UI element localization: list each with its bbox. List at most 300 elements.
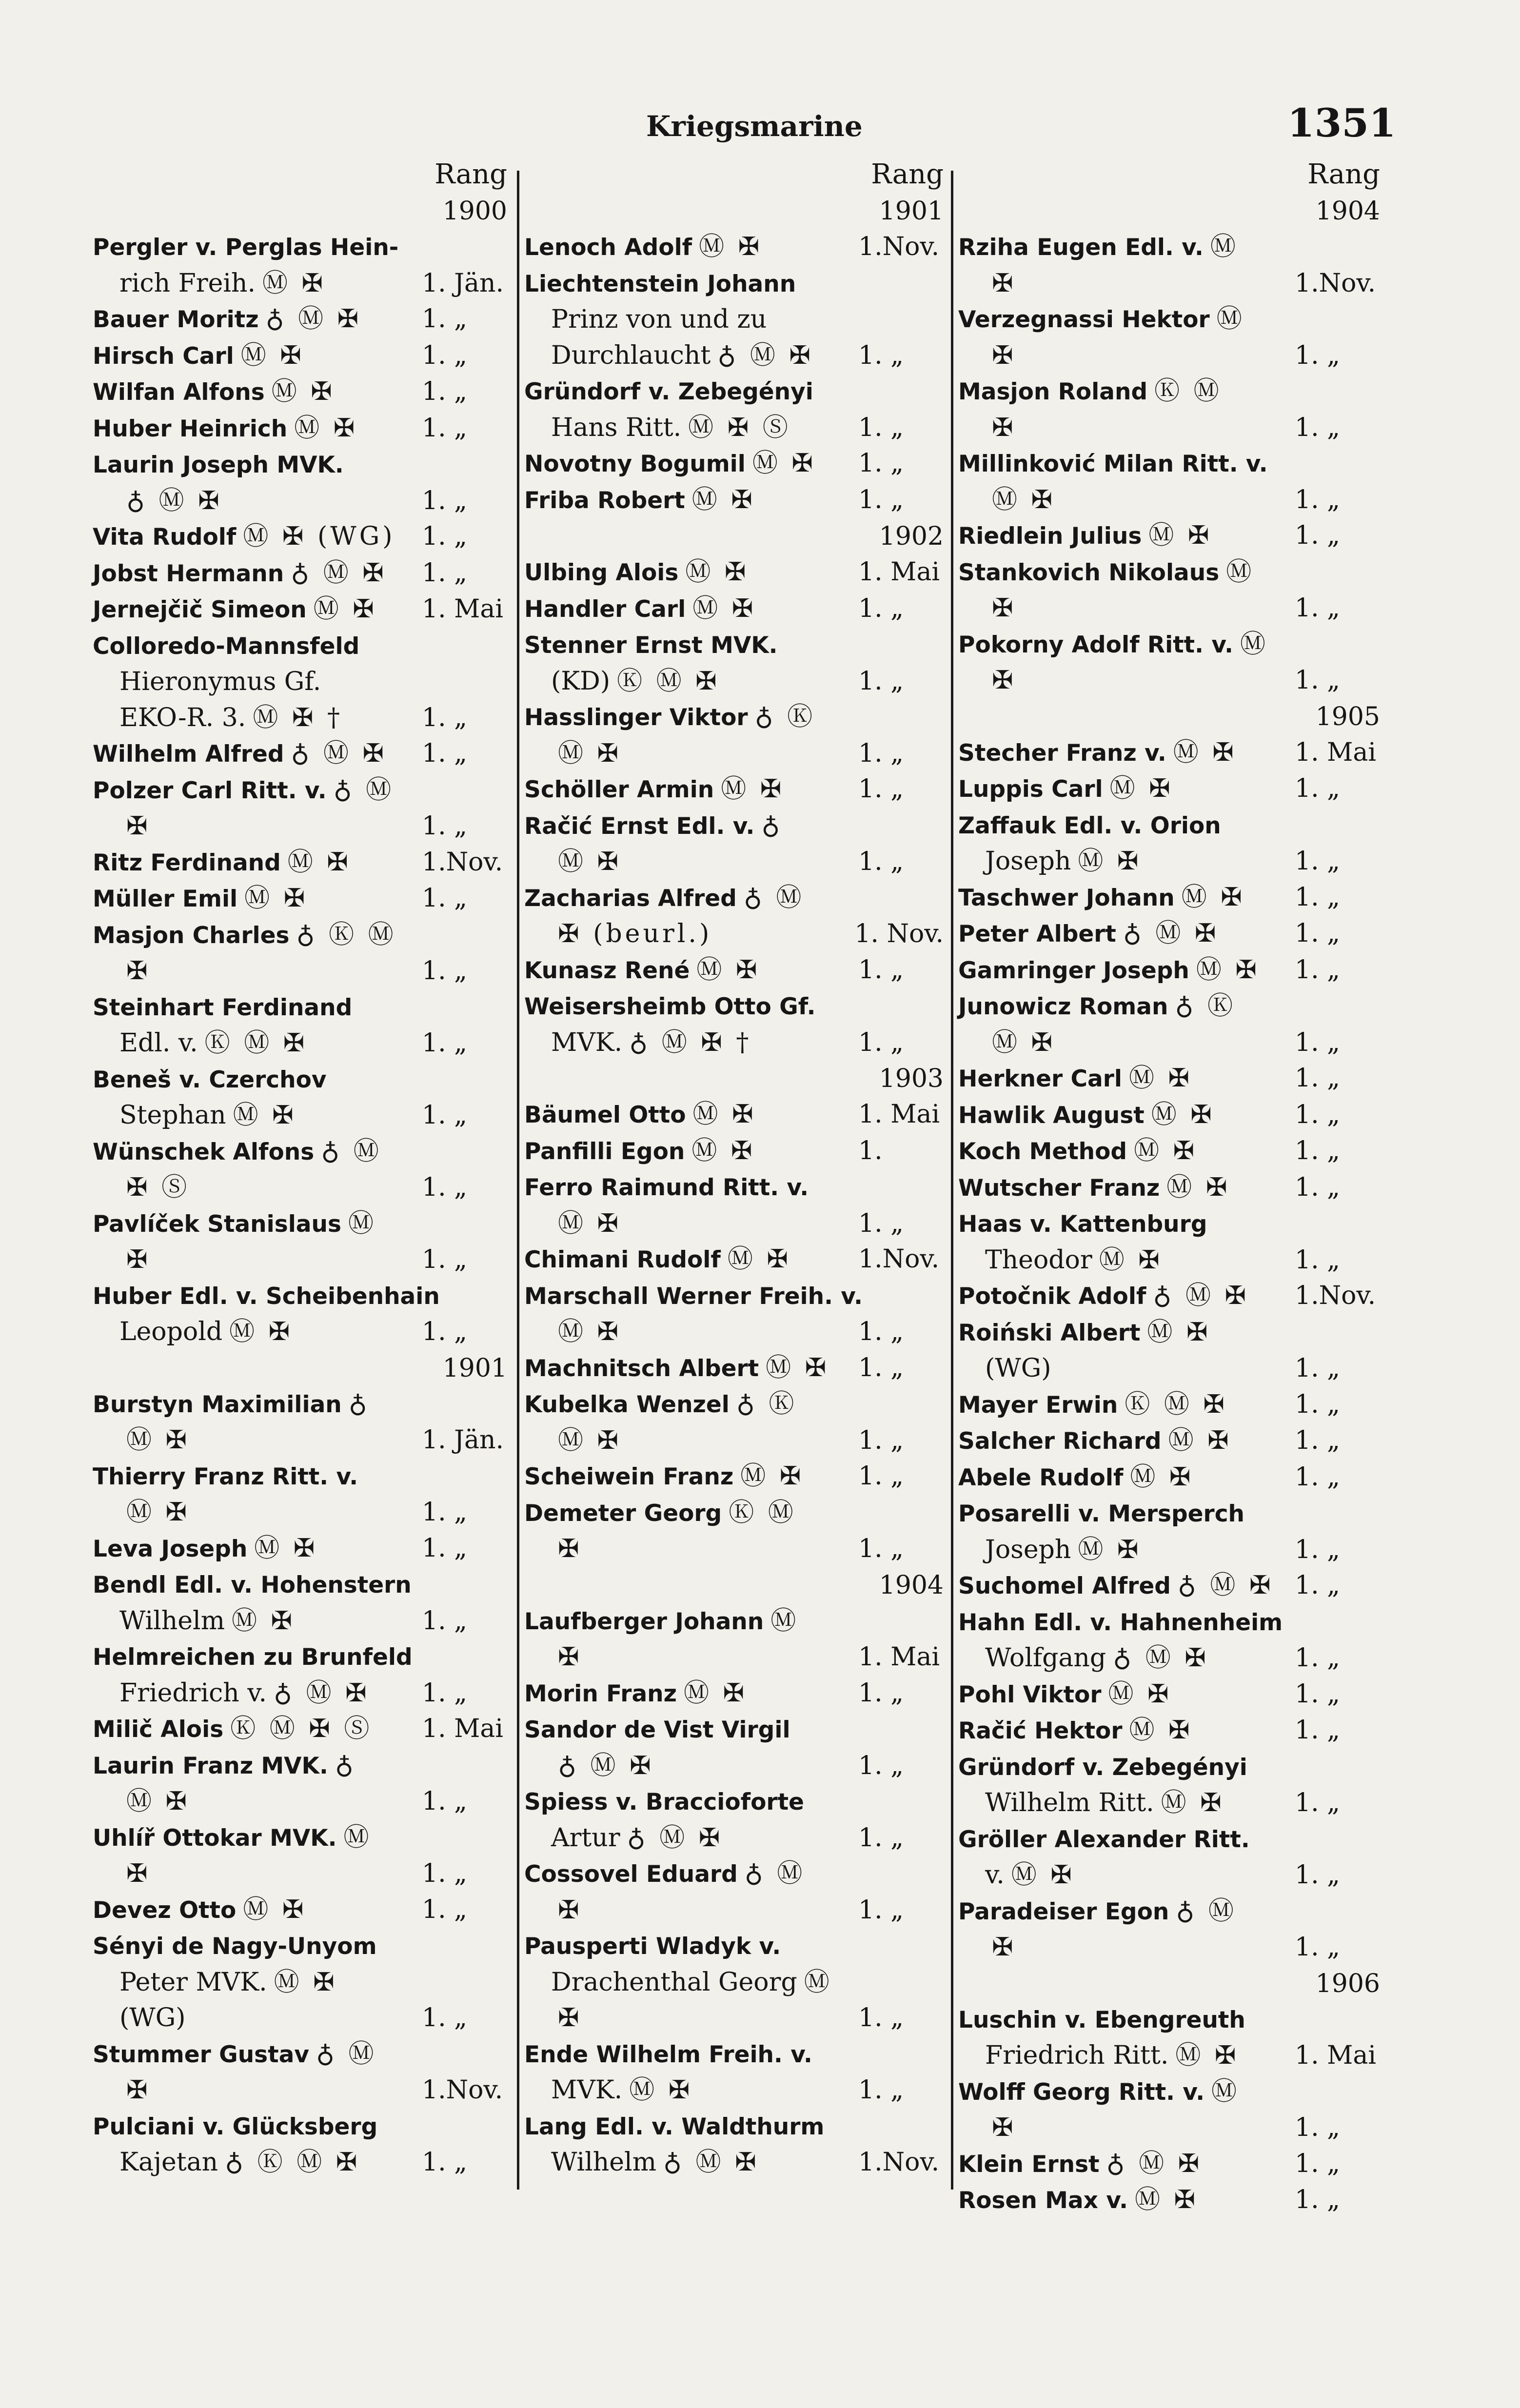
name-text: Klein Ernst xyxy=(958,2151,1100,2178)
officer-name xyxy=(93,338,304,375)
rank-date: 1. „ xyxy=(422,1173,468,1202)
officer-name xyxy=(524,554,749,591)
entry-line xyxy=(524,1242,944,1278)
entry-line xyxy=(958,1387,1380,1423)
decoration-icons: Ⓜ ✠ Ⓢ xyxy=(688,413,791,442)
name-text: Riedlein Julius xyxy=(958,523,1142,550)
year-heading: 1905 xyxy=(1315,702,1380,731)
name-text: Handler Carl xyxy=(524,595,686,623)
officer-name xyxy=(958,1677,1172,1713)
name-text: Wutscher Franz xyxy=(958,1174,1160,1202)
decoration-icons: Ⓜ ✠ xyxy=(233,1101,296,1130)
decoration-icons: ♁ Ⓜ ✠ xyxy=(627,1823,723,1853)
officer-entry xyxy=(93,736,507,772)
name-text: Posarelli v. Mersperch xyxy=(958,1500,1245,1527)
officer-name xyxy=(958,1460,1194,1496)
name-text: Schöller Armin xyxy=(524,776,714,803)
entry-line xyxy=(524,591,944,628)
rank-date: 1. „ xyxy=(422,377,468,406)
entry-line xyxy=(524,1784,944,1820)
entry-line xyxy=(93,483,507,519)
entry-line xyxy=(93,953,507,989)
entry-line xyxy=(93,1784,507,1820)
officer-entry xyxy=(524,482,944,519)
officer-name xyxy=(93,1567,412,1603)
officer-name xyxy=(958,1387,1227,1423)
name-continuation xyxy=(985,591,1016,627)
officer-entry xyxy=(93,917,507,989)
entry-line xyxy=(958,916,1380,952)
officer-entry xyxy=(93,881,507,917)
rank-date: 1.Nov. xyxy=(1295,1281,1376,1310)
decoration-icons: ♁ Ⓜ ✠ xyxy=(274,1678,370,1708)
officer-name xyxy=(93,519,395,555)
rank-date: 1. „ xyxy=(1295,1679,1341,1709)
decoration-icons: Ⓜ ✠ xyxy=(992,1027,1056,1057)
entry-line xyxy=(93,736,507,772)
name-text: Luppis Carl xyxy=(958,776,1103,803)
entry-line xyxy=(958,2182,1380,2219)
officer-name xyxy=(958,1821,1250,1858)
officer-name xyxy=(524,771,784,808)
name-text: Hans Ritt. xyxy=(551,413,682,442)
name-text: Steinhart Ferdinand xyxy=(93,994,353,1021)
officer-entry xyxy=(958,1604,1380,1677)
decoration-icons: Ⓜ ✠ xyxy=(692,593,756,623)
rank-date: 1. „ xyxy=(422,1028,468,1058)
officer-entry xyxy=(524,1676,944,1712)
name-text: Pulciani v. Glücksberg xyxy=(93,2113,378,2140)
name-text: Cossovel Eduard xyxy=(524,1861,738,1888)
officer-name xyxy=(958,988,1236,1025)
entry-line xyxy=(93,1965,507,2001)
name-continuation xyxy=(551,1639,582,1676)
decoration-icons: Ⓜ ✠ xyxy=(1173,737,1237,767)
name-text: Gröller Alexander Ritt. xyxy=(958,1826,1250,1853)
entry-line xyxy=(93,374,507,411)
name-continuation xyxy=(985,2110,1016,2146)
entry-line xyxy=(524,338,944,374)
officer-name xyxy=(524,1242,791,1278)
rank-date: 1. „ xyxy=(1295,485,1341,514)
officer-entry xyxy=(958,1423,1380,1460)
officer-name xyxy=(958,374,1222,410)
officer-name xyxy=(958,1170,1230,1206)
decoration-icons: ✠ xyxy=(992,666,1016,695)
entry-line xyxy=(958,663,1380,699)
rank-date: 1. „ xyxy=(422,811,468,841)
entry-line xyxy=(93,519,507,555)
rank-date: 1. „ xyxy=(858,413,904,442)
decoration-icons: ♁ Ⓜ ✠ xyxy=(265,304,362,334)
entry-line xyxy=(958,1749,1380,1786)
name-text: Gründorf v. Zebegényi xyxy=(524,378,813,405)
decoration-icons: ✠ xyxy=(992,593,1016,623)
rank-date: 1. „ xyxy=(858,955,904,985)
name-text: Stummer Gustav xyxy=(93,2041,309,2068)
officer-name xyxy=(93,1748,356,1784)
rank-date: 1. „ xyxy=(1295,955,1341,985)
decoration-icons: Ⓜ ✠ xyxy=(1108,1679,1172,1709)
entry-line xyxy=(93,1603,507,1639)
officer-entry xyxy=(93,1459,507,1531)
name-continuation xyxy=(551,664,720,700)
officer-name xyxy=(524,1784,804,1820)
entry-line xyxy=(958,1496,1380,1532)
year-heading: 1906 xyxy=(1315,1969,1380,1998)
name-text: Stenner Ernst MVK. xyxy=(524,632,778,659)
officer-name xyxy=(958,1568,1274,1604)
entry-line xyxy=(958,844,1380,880)
rank-date: 1. Mai xyxy=(858,1642,940,1672)
entry-line xyxy=(958,446,1380,482)
officer-entry xyxy=(958,1097,1380,1134)
entry-line xyxy=(524,1820,944,1856)
decoration-icons: ♁ Ⓜ ✠ † xyxy=(629,1027,752,1057)
name-text: Hirsch Carl xyxy=(93,342,234,370)
officer-name xyxy=(958,1894,1237,1930)
entry-line xyxy=(524,2145,944,2181)
rank-date: 1. „ xyxy=(858,1425,904,1455)
name-continuation xyxy=(551,1314,621,1350)
name-text: Drachenthal Georg xyxy=(551,1967,797,1997)
page-number: 1351 xyxy=(1287,100,1396,146)
name-text: Stankovich Nikolaus xyxy=(958,559,1220,586)
entry-line xyxy=(524,1278,944,1315)
officer-name xyxy=(958,1713,1193,1749)
officer-name xyxy=(524,482,755,519)
rank-date: 1. „ xyxy=(422,1498,468,1527)
officer-name xyxy=(958,952,1260,989)
rank-date: 1. „ xyxy=(1295,2113,1341,2142)
decoration-icons: Ⓜ ✠ xyxy=(240,340,304,370)
officer-entry xyxy=(524,952,944,989)
name-text: (WG) xyxy=(985,1354,1051,1383)
name-text: Wolff Georg Ritt. v. xyxy=(958,2078,1205,2106)
entry-line xyxy=(93,628,507,665)
entry-line xyxy=(958,2074,1380,2111)
name-text: Račić Ernst Edl. v. xyxy=(524,812,755,840)
entry-line xyxy=(524,1603,944,1640)
name-text: Jobst Hermann xyxy=(93,560,284,587)
officer-entry xyxy=(958,1821,1380,1894)
decoration-icons: ✠ xyxy=(126,2075,151,2105)
decoration-icons: Ⓜ ✠ xyxy=(558,1208,622,1238)
rank-date: 1. Mai xyxy=(422,1714,504,1743)
rank-date: 1. „ xyxy=(422,486,468,515)
rank-date: 1. „ xyxy=(422,1533,468,1563)
rank-date: 1. „ xyxy=(1295,1933,1341,1962)
name-text: Wilhelm xyxy=(551,2148,656,2177)
entry-line xyxy=(93,1422,507,1459)
name-text: Prinz von und zu xyxy=(551,305,767,334)
name-text: Laufberger Johann xyxy=(524,1608,764,1635)
officer-name xyxy=(958,1423,1232,1460)
decoration-icons: Ⓜ ✠ xyxy=(691,485,755,514)
rank-date: 1. „ xyxy=(422,340,468,370)
name-continuation xyxy=(119,1422,190,1459)
officer-name xyxy=(93,2036,377,2073)
entry-line xyxy=(93,1459,507,1495)
decoration-icons: Ⓜ ✠ xyxy=(1129,1716,1193,1745)
year-heading: 1900 xyxy=(442,197,507,226)
decoration-icons: ✠ xyxy=(558,1534,582,1563)
officer-entry xyxy=(93,338,507,375)
name-text: Stephan xyxy=(119,1101,226,1130)
entry-line xyxy=(524,1459,944,1495)
decoration-icons: Ⓜ ✠ xyxy=(1130,1462,1194,1492)
decoration-icons: Ⓜ ✠ xyxy=(1161,1788,1224,1817)
column-2 xyxy=(524,156,944,2181)
rank-date: 1. „ xyxy=(858,2075,904,2105)
decoration-icons: Ⓜ ✠ xyxy=(1196,955,1260,985)
name-text: Marschall Werner Freih. v. xyxy=(524,1283,863,1310)
decoration-icons: ♁ Ⓜ ✠ xyxy=(1123,919,1219,948)
entry-line xyxy=(93,1134,507,1170)
entry-line xyxy=(524,1495,944,1532)
section-title: Kriegsmarine xyxy=(646,110,863,143)
officer-name xyxy=(524,952,760,989)
rank-date: 1. „ xyxy=(422,1101,468,1130)
decoration-icons: ♁ Ⓜ xyxy=(743,883,805,912)
decoration-icons: Ⓜ ✠ xyxy=(558,1317,622,1346)
name-text: Novotny Bogumil xyxy=(524,451,746,477)
name-text: Weisersheimb Otto Gf. xyxy=(524,993,816,1020)
officer-name xyxy=(524,699,815,736)
name-text: Sandor de Vist Virgil xyxy=(524,1717,790,1743)
decoration-icons: ✠ xyxy=(992,413,1016,442)
decoration-icons: ♁ Ⓜ xyxy=(744,1859,806,1888)
rank-date: 1. „ xyxy=(422,1859,468,1888)
name-text: Pohl Viktor xyxy=(958,1681,1102,1708)
officer-name xyxy=(958,2002,1245,2038)
officer-name xyxy=(93,1062,327,1098)
officer-entry xyxy=(524,2036,944,2109)
entry-line xyxy=(93,266,507,302)
officer-entry xyxy=(524,699,944,771)
name-text: Mayer Erwin xyxy=(958,1391,1118,1419)
name-text: Ulbing Alois xyxy=(524,559,679,586)
rank-date: 1. „ xyxy=(422,522,468,551)
decoration-icons: ♁ Ⓚ xyxy=(754,702,816,731)
name-text: Milič Alois xyxy=(93,1716,224,1743)
rank-date: 1. „ xyxy=(1295,847,1341,876)
officer-entry xyxy=(524,1928,944,2036)
decoration-icons: Ⓜ ✠ xyxy=(1078,847,1142,876)
entry-line xyxy=(958,2002,1380,2038)
rank-date: 1. „ xyxy=(1295,1426,1341,1455)
entry-line xyxy=(93,664,507,700)
name-continuation xyxy=(119,1856,151,1892)
entry-line xyxy=(958,1423,1380,1460)
rank-date: 1. „ xyxy=(422,884,468,913)
entry-line xyxy=(958,1568,1380,1604)
rank-date: 1. „ xyxy=(1295,1100,1341,1129)
officer-name xyxy=(93,592,377,628)
officer-name xyxy=(93,881,308,917)
name-continuation xyxy=(985,844,1142,880)
entry-line xyxy=(958,554,1380,591)
decoration-icons: ✠ xyxy=(992,2113,1016,2142)
rank-date: 1. „ xyxy=(858,1534,904,1563)
entry-line xyxy=(524,771,944,808)
entry-line xyxy=(958,1278,1380,1315)
decoration-icons: ✠ xyxy=(126,956,151,986)
name-continuation xyxy=(551,1965,832,2001)
name-text: Ferro Raimund Ritt. v. xyxy=(524,1174,809,1201)
officer-entry xyxy=(958,1496,1380,1568)
name-text: MVK. xyxy=(551,1027,623,1057)
rank-date: 1. „ xyxy=(422,1895,468,1924)
entry-line xyxy=(958,1460,1380,1496)
rank-date: 1. „ xyxy=(422,1317,468,1346)
decoration-icons: ♁ Ⓜ xyxy=(333,775,395,805)
rank-date: 1. „ xyxy=(858,1751,904,1780)
officer-entry xyxy=(958,229,1380,301)
entry-line xyxy=(93,2109,507,2145)
name-text: Jernejčič Simeon xyxy=(93,596,307,623)
entry-line xyxy=(93,447,507,483)
officer-entry xyxy=(93,1134,507,1206)
rank-date: 1. „ xyxy=(1295,521,1341,550)
name-text: Joseph xyxy=(985,1535,1071,1564)
decoration-icons: Ⓜ xyxy=(1240,629,1269,659)
entry-line xyxy=(524,2036,944,2073)
entry-line xyxy=(958,1930,1380,1966)
name-continuation xyxy=(551,410,791,446)
rank-date: 1. „ xyxy=(1295,413,1341,442)
rank-date: 1. „ xyxy=(1295,1462,1341,1492)
officer-name xyxy=(93,845,351,881)
officer-entry xyxy=(524,1856,944,1928)
year-heading: 1901 xyxy=(442,1353,507,1383)
officer-name xyxy=(93,917,396,954)
officer-entry xyxy=(524,446,944,482)
officer-entry xyxy=(93,845,507,881)
officer-name xyxy=(93,1386,370,1423)
entry-line xyxy=(93,2072,507,2109)
name-continuation xyxy=(551,338,813,374)
name-text: Hahn Edl. v. Hahnenheim xyxy=(958,1609,1283,1636)
decoration-icons: Ⓜ ✠ xyxy=(699,232,763,261)
name-text: Müller Emil xyxy=(93,886,238,912)
entry-line xyxy=(93,809,507,845)
rank-date: 1.Nov. xyxy=(422,2075,503,2105)
officer-entry xyxy=(93,1928,507,2036)
officer-entry xyxy=(93,2109,507,2181)
officer-entry xyxy=(524,1242,944,1278)
officer-entry xyxy=(93,1278,507,1350)
entry-line xyxy=(524,1350,944,1387)
entry-line xyxy=(524,1639,944,1676)
name-text: Haas v. Kattenburg xyxy=(958,1211,1207,1238)
name-continuation xyxy=(119,1603,295,1639)
entry-line xyxy=(958,1097,1380,1134)
entry-line xyxy=(524,1025,944,1061)
entry-line xyxy=(958,482,1380,518)
rank-date: 1. „ xyxy=(422,1606,468,1636)
name-continuation xyxy=(119,1676,370,1712)
entry-line xyxy=(958,1133,1380,1170)
officer-entry xyxy=(958,301,1380,374)
officer-entry xyxy=(93,1639,507,1711)
decoration-icons: Ⓜ ✠ xyxy=(126,1498,190,1527)
decoration-icons: Ⓜ xyxy=(770,1606,799,1636)
name-continuation xyxy=(985,410,1016,446)
name-continuation xyxy=(551,1748,654,1784)
rank-date: 1. Mai xyxy=(858,557,940,587)
officer-name xyxy=(524,1386,797,1423)
entry-line xyxy=(958,1206,1380,1243)
decoration-icons: ✠ xyxy=(558,2003,582,2033)
officer-name xyxy=(93,1892,306,1929)
decoration-icons: ✠ xyxy=(992,340,1016,370)
year-heading: 1903 xyxy=(879,1064,944,1093)
entry-line xyxy=(524,880,944,917)
officer-entry xyxy=(958,2146,1380,2183)
decoration-icons: Ⓜ ✠ xyxy=(229,1317,293,1346)
column-3 xyxy=(958,156,1380,2219)
decoration-icons: Ⓜ ✠ xyxy=(752,449,816,478)
entry-line xyxy=(958,374,1380,410)
name-text: Wünschek Alfons xyxy=(93,1138,315,1165)
entry-line xyxy=(958,1677,1380,1713)
officer-entry xyxy=(524,771,944,808)
year-heading: 1904 xyxy=(879,1570,944,1600)
name-text: Sényi de Nagy-Unyom xyxy=(93,1933,377,1960)
name-text: Peter Albert xyxy=(958,921,1116,947)
rank-date: 1. Nov. xyxy=(854,919,944,948)
entry-line xyxy=(524,1169,944,1206)
name-text: Masjon Charles xyxy=(93,922,290,949)
officer-name xyxy=(524,808,783,845)
rank-date: 1.Nov. xyxy=(422,847,503,877)
name-text: Liechtenstein Johann xyxy=(524,270,796,297)
name-text: Zacharias Alfred xyxy=(524,885,737,912)
entry-line xyxy=(93,338,507,375)
entry-line xyxy=(524,1423,944,1459)
entry-line xyxy=(958,771,1380,808)
rank-date: 1. xyxy=(858,1136,883,1165)
name-text: Lenoch Adolf xyxy=(524,234,692,261)
name-continuation xyxy=(119,1170,190,1206)
name-text: Laurin Joseph MVK. xyxy=(93,452,344,478)
name-text: Rziha Eugen Edl. v. xyxy=(958,234,1204,261)
name-text: Pokorny Adolf Ritt. v. xyxy=(958,631,1233,658)
name-text: Panfilli Egon xyxy=(524,1138,685,1165)
name-continuation xyxy=(985,266,1016,302)
entry-line xyxy=(93,2145,507,2181)
name-text: Lang Edl. v. Waldthurm xyxy=(524,2113,825,2140)
entry-line xyxy=(93,989,507,1026)
officer-name xyxy=(958,229,1239,266)
entry-line xyxy=(93,845,507,881)
name-text: Hawlik August xyxy=(958,1102,1145,1129)
decoration-icons: Ⓚ Ⓜ xyxy=(729,1498,796,1527)
rank-date: 1. „ xyxy=(858,847,904,876)
decoration-icons: Ⓜ ✠ xyxy=(1147,1317,1211,1347)
name-continuation xyxy=(985,1532,1142,1568)
officer-name xyxy=(524,1495,796,1532)
decoration-icons: Ⓜ ✠ xyxy=(692,1100,756,1129)
officer-entry xyxy=(524,627,944,699)
name-text: Pergler v. Perglas Hein- xyxy=(93,234,399,261)
name-text: Vita Rudolf xyxy=(93,524,237,551)
name-text: EKO-R. 3. xyxy=(119,703,246,732)
rang-label: Rang xyxy=(1307,158,1380,190)
name-continuation xyxy=(985,338,1016,374)
name-continuation xyxy=(119,483,222,519)
